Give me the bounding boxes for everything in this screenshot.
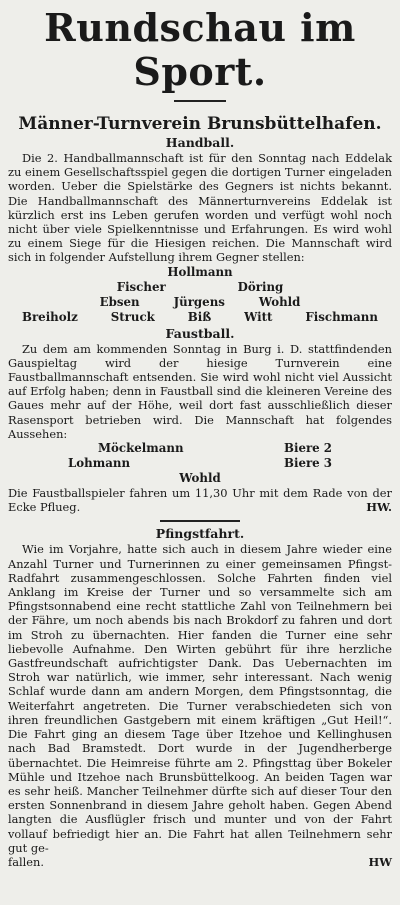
lineup-forwards xyxy=(8,310,392,325)
lineup-player: Fischmann xyxy=(305,309,378,324)
pfingst-last-word: fallen. xyxy=(8,854,44,869)
faustball-row xyxy=(8,456,392,471)
handball-lineup xyxy=(8,265,392,325)
lineup-player: Struck xyxy=(110,309,155,324)
lineup-player: Möckelmann xyxy=(98,441,184,456)
lineup-player: Döring xyxy=(237,279,284,294)
lineup-player: Biere 2 xyxy=(284,441,332,456)
divider-rule xyxy=(174,100,226,102)
handball-heading: Handball. xyxy=(165,135,235,150)
lineup-player: Biere 3 xyxy=(284,456,332,471)
pfingst-last-line xyxy=(8,855,392,869)
handball-article: Die 2. Handballmannschaft ist für den Sonntag nach Eddelak zu einem Gesellschaftsspiel gegen die dortigen Turner eingeladen worden. Ueber die Spielstärke des Gegners ist nichts bekannt. Die Handballmannschaft des Männerturnvereins Eddelak ist kürzlich erst ins Leben gerufen worden und verfügt wohl noch nicht über viele Spielkenntnisse und Erfahrungen. Es wird wohl zu einem Siege für die Hiesigen reichen. Die Mannschaft wird sich in folgender Aufstellung ihrem Gegner stellen: xyxy=(8,151,392,265)
faustball-row: Wohld xyxy=(179,471,221,486)
lineup-player: Witt xyxy=(244,309,273,324)
lineup-player: Wohld xyxy=(258,294,301,309)
lineup-player: Biß xyxy=(187,309,212,324)
author-signature: HW. xyxy=(366,500,392,515)
lineup-player: Breiholz xyxy=(22,309,78,324)
lineup-player: Ebsen xyxy=(99,294,140,309)
club-heading: Männer-Turnverein Brunsbüttelhafen. xyxy=(18,114,382,134)
faustball-heading: Faustball. xyxy=(165,325,235,341)
lineup-player: Lohmann xyxy=(68,456,131,471)
divider-rule xyxy=(160,520,240,522)
lineup-goal: Hollmann xyxy=(167,264,233,279)
faustball-article: Zu dem am kommenden Sonntag in Burg i. D. stattfindenden Gauspieltag wird der hiesige Turnverein eine Faustballmannschaft entsenden. Sie wird wohl nicht viel Aussicht auf Erfolg haben; denn in Faustball sind die kleineren Vereine des Gaues mehr auf der Höhe, weil dort fast ausschließlich dieser Rasensport betrieben wird. Die Mannschaft hat folgendes Aussehen: xyxy=(8,341,392,441)
pfingst-heading: Pfingstfahrt. xyxy=(155,526,245,542)
pfingst-article: Wie im Vorjahre, hatte sich auch in diesem Jahre wieder eine Anzahl Turner und Turnerinnen zu einer gemeinsamen Pfingst-Radfahrt zusammengeschlossen. Solche Fahrten finden viel Anklang im Kreise der Turner und so versammelte sich am Pfingstsonnabend eine recht stattliche Zahl von Teilnehmern bei der Fähre, um noch abends bis nach Brokdorf zu fahren und dort im Stroh zu übernachten. Hier fanden die Turner eine sehr liebevolle Aufnahme. Den Wirten gebührt für ihre herzliche Gastfreundschaft aufrichtigster Dank. Das Uebernachten im Stroh war natürlich, wie immer, sehr interessant. Nach wenig Schlaf wurde dann am andern Morgen, dem Pfingstsonntag, die Weiterfahrt angetreten. Die Turner verabschiedeten sich von ihren freundlichen Gastgebern mit einem kräftigen „Gut Heil!“. Die Fahrt ging an diesem Tage über Itzehoe und Kellinghusen nach Bad Bramstedt. Dort wurde in der Jugendherberge übernachtet. Die Heimreise führte am 2. Pfingsttag über Bokeler Mühle und Itzehoe nach Brunsbüttelkoog. An beiden Tagen war es sehr heiß. Mancher Teilnehmer dürfte sich auf dieser Tour den ersten Sonnenbrand in diesem Jahre geholt haben. Gegen Abend langten die Ausflügler frisch und munter und von der Fahrt vollauf befriedigt hier an. Die Fahrt hat allen Teilnehmern sehr gut ge- xyxy=(8,542,392,855)
faustball-row xyxy=(8,441,392,456)
faustball-travel: Die Faustballspieler fahren um 11,30 Uhr mit dem Rade von der Ecke Pflueg. xyxy=(8,486,392,515)
lineup-halves xyxy=(8,295,392,310)
lineup-player: Fischer xyxy=(116,279,166,294)
lineup-player: Jürgens xyxy=(173,294,225,309)
author-signature: HW xyxy=(368,854,392,869)
masthead: Rundschau im Sport. xyxy=(44,5,356,94)
faustball-lineup xyxy=(8,441,392,486)
lineup-backs xyxy=(8,280,392,295)
